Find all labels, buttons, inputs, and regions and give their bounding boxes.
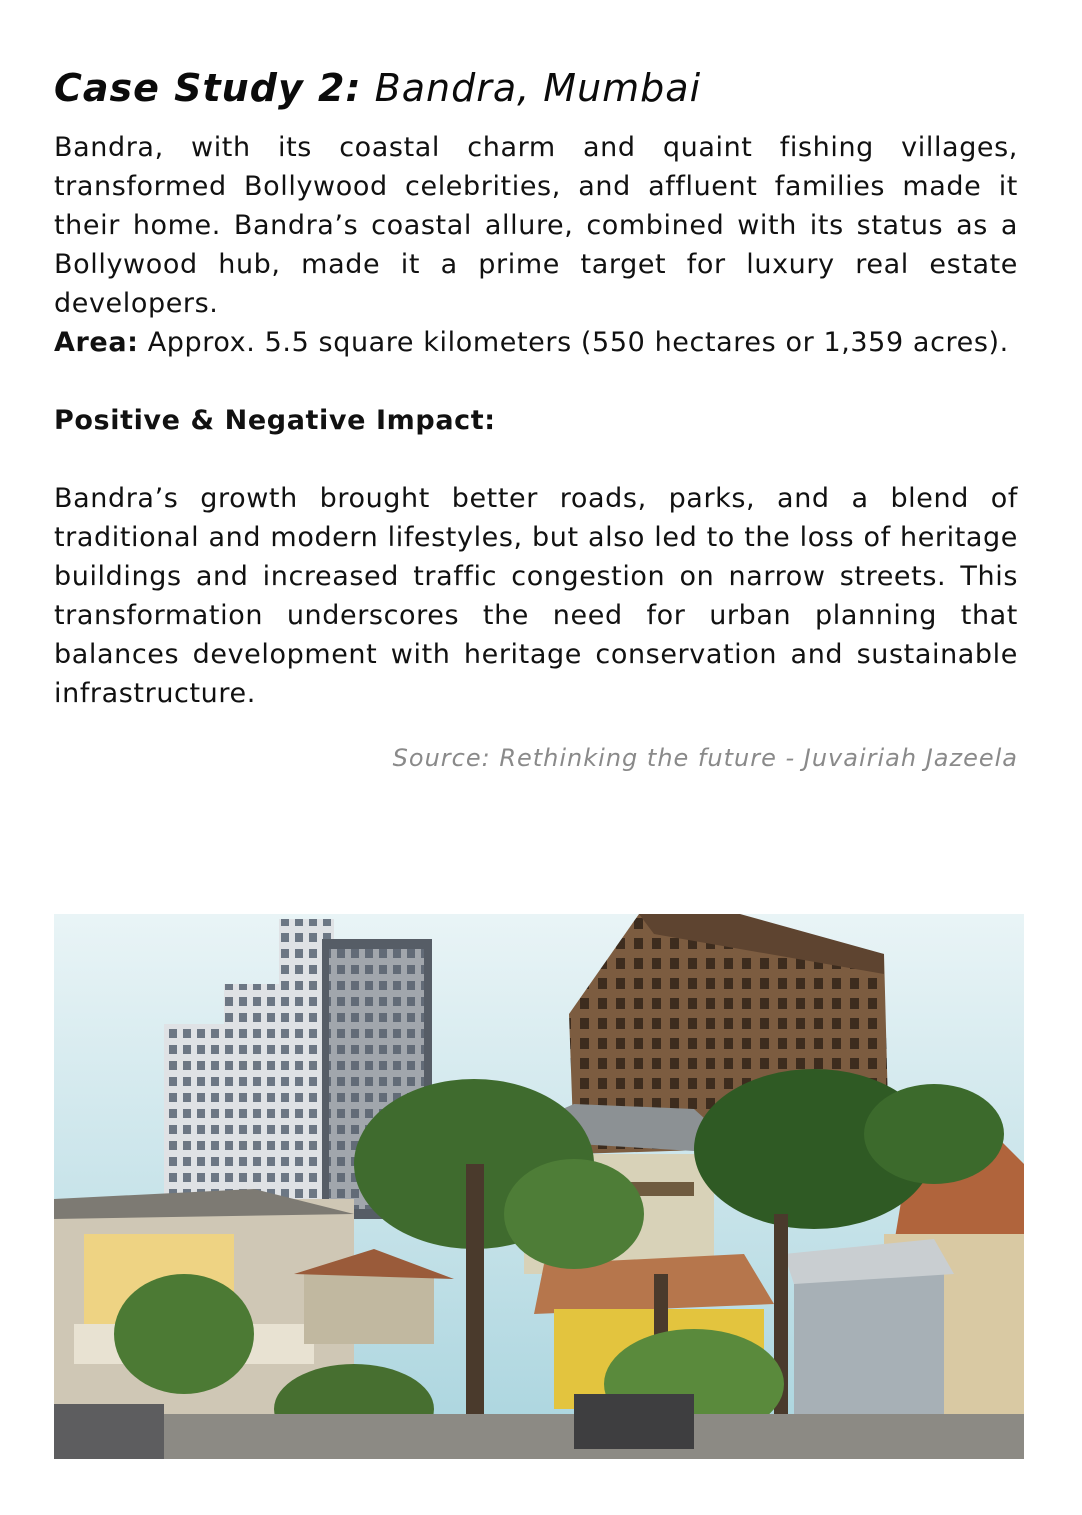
title-place: Bandra, Mumbai: [374, 66, 702, 110]
area-paragraph: [54, 323, 1018, 362]
page-title: [54, 62, 1018, 114]
title-lead: Case Study 2:: [54, 66, 362, 110]
area-value: Approx. 5.5 square kilometers (550 hectares or 1,359 acres).: [147, 327, 1009, 358]
document-page: [54, 62, 1018, 775]
bandra-collage-photo: [54, 914, 1024, 1459]
area-label: Area:: [54, 327, 139, 358]
impact-paragraph: Bandra’s growth brought better roads, parks, and a blend of traditional and modern lifestyles, but also led to the loss of heritage buildings and increased traffic congestion on narrow streets. This transformation underscores the need for urban planning that balances development with heritage conservation and sustainable infrastructure.: [54, 483, 1018, 709]
source-credit: Source: Rethinking the future - Juvairiah Jazeela: [392, 744, 1018, 772]
intro-paragraph: Bandra, with its coastal charm and quaint fishing villages, transformed Bollywood celebrities, and affluent families made it their home. Bandra’s coastal allure, combined with its status as a Bollywood hub, made it a prime target for luxury real estate developers.: [54, 132, 1018, 319]
impact-heading: Positive & Negative Impact:: [54, 405, 496, 436]
